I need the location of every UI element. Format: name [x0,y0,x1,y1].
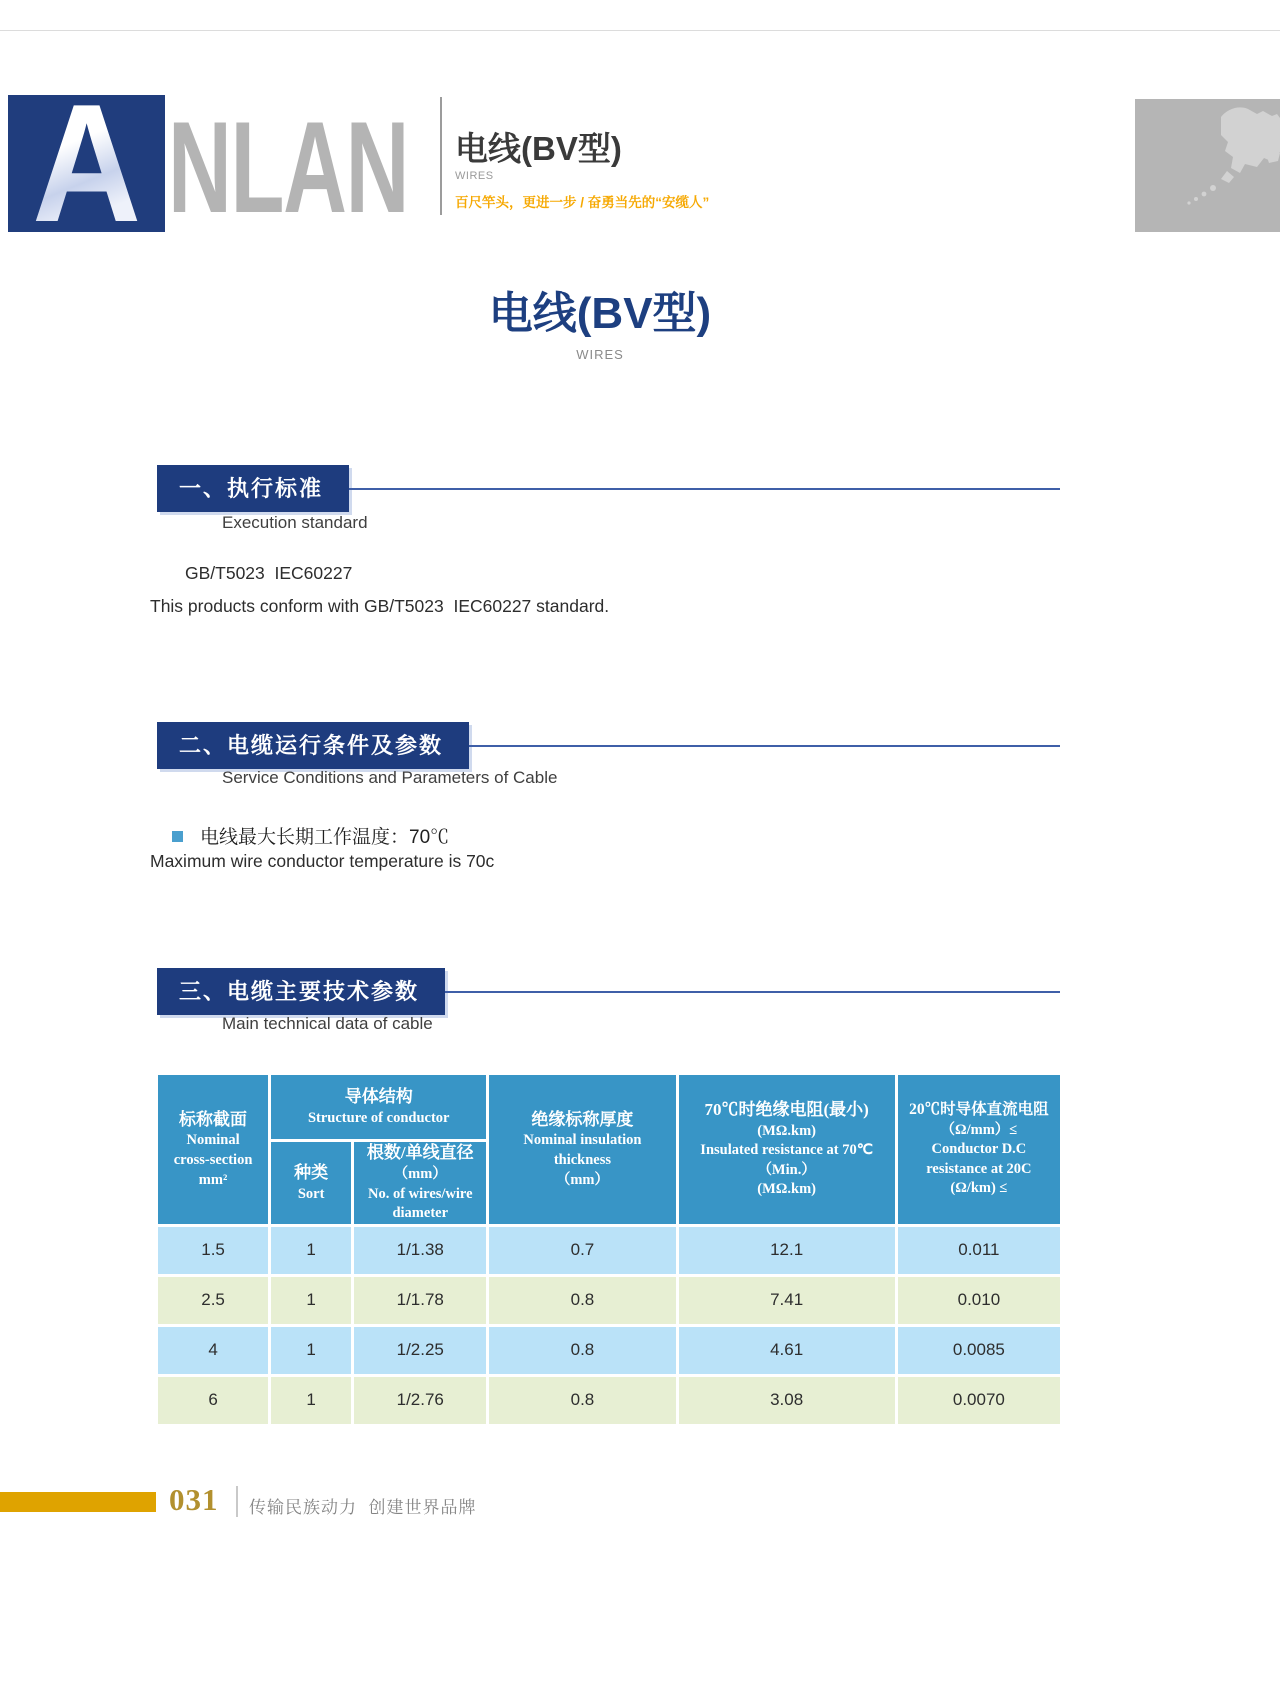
top-divider-line [0,30,1280,31]
page-title: 电线(BV型) [488,289,712,338]
section-2-title: 二、电缆运行条件及参数 [157,722,469,769]
logo-wordmark: NLAN [168,94,409,240]
footer-gold-bar [0,1492,156,1512]
section-3-title-en: Main technical data of cable [222,1014,433,1033]
header-vertical-divider [440,97,442,215]
section-2-title-en: Service Conditions and Parameters of Cable [222,768,558,787]
col-header-insulation-thickness: 绝缘标称厚度 Nominal insulation thickness （mm） [489,1075,675,1224]
col-header-sort: 种类 Sort [271,1142,351,1224]
max-temperature-text: 电线最大长期工作温度：70℃ [200,827,450,848]
header-product-subtitle: WIRES [455,170,494,183]
map-shape-icon [1135,99,1280,232]
table-row: 1.5 1 1/1.38 0.7 12.1 0.011 [158,1227,1060,1274]
page-number: 031 [169,1482,219,1517]
page-subtitle: WIRES [576,346,624,362]
col-header-insulation-resistance: 70℃时绝缘电阻(最小) (MΩ.km) Insulated resistance at 70℃ （Min.） (MΩ.km) [679,1075,895,1224]
table-row: 2.5 1 1/1.78 0.8 7.41 0.010 [158,1277,1060,1324]
standard-conform-text: This products conform with GB/T5023 IEC60227 standard. [150,596,610,616]
col-header-nominal-cross-section: 标称截面 Nominal cross-section mm² [158,1075,268,1224]
footer-divider [236,1486,238,1517]
bullet-square-icon [172,831,183,842]
section-3-header [157,968,1060,1015]
section-1-title: 一、执行标准 [157,465,349,512]
max-temperature-text-en: Maximum wire conductor temperature is 70c [150,851,495,871]
corner-map-image [1135,99,1280,232]
section-1-title-en: Execution standard [222,513,368,532]
col-header-dc-resistance: 20℃时导体直流电阻 （Ω/mm）≤ Conductor D.C resistance at 20C (Ω/km) ≤ [898,1075,1060,1224]
page-title-block [0,288,1200,362]
col-header-wires-diameter: 根数/单线直径 （mm） No. of wires/wire diameter [354,1142,486,1224]
standard-codes-text: GB/T5023 IEC60227 [185,563,353,583]
logo-letter-a: A [31,95,142,232]
table-row: 6 1 1/2.76 0.8 3.08 0.0070 [158,1377,1060,1424]
header-tagline: 百尺竿头，更进一步 / 奋勇当先的“安缆人” [455,195,710,211]
section-1-header [157,465,1060,512]
section-2-header [157,722,1060,769]
section-2-rule [469,745,1060,747]
section-3-rule [445,991,1060,993]
table-row: 4 1 1/2.25 0.8 4.61 0.0085 [158,1327,1060,1374]
col-header-conductor-structure: 导体结构 Structure of conductor [271,1075,486,1139]
header-product-title: 电线(BV型) [455,130,622,167]
logo-mark [8,95,165,232]
header-product-block [455,131,709,211]
section-1-rule [349,488,1060,490]
section-3-title: 三、电缆主要技术参数 [157,968,445,1015]
footer-slogan: 传输民族动力 创建世界品牌 [249,1498,477,1517]
technical-data-table [155,1072,1063,1427]
